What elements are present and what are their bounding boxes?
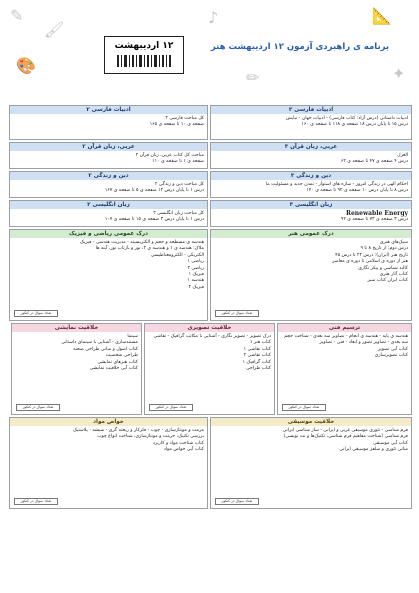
english2-card xyxy=(9,200,208,227)
visual-line-3: کتاب نقاشی ۱ xyxy=(243,346,271,352)
general-math-title: درک عمومی ریاضی و فیزیک xyxy=(10,230,207,238)
general-art-line-1: سبک‌های هنری xyxy=(379,240,408,245)
arabic3-card xyxy=(210,142,412,169)
dramatic-line-1: سینما xyxy=(127,334,138,339)
music-title: خلاقیت موسیقی xyxy=(211,418,411,426)
english3-line-2: درس ۳ صفحه ی ۷۳ تا صفحه ی ۹۲ xyxy=(340,217,408,223)
general-art-line-5: کالبد شناسی و پیکر نگاری xyxy=(358,265,408,271)
farsi3-card xyxy=(210,105,412,140)
english3-card xyxy=(210,200,412,227)
religion3-line-2: درس ۸ تا پایان درس ۱۰ صفحه ی ۹۲ تا صفحه ی ۱۴۰ xyxy=(306,188,408,194)
religion2-line-2: درس ۱ تا پایان درس ۱۲ صفحه ی ۵ تا صفحه ی ۱۶۷ xyxy=(104,188,204,194)
visual-line-4: کتاب نقاشی ۲ xyxy=(243,353,271,359)
farsi3-title: ادبیات فارسی ۳ xyxy=(211,106,411,114)
arabic3-line-2: درس ۴ صفحه ی ۴۷ تا صفحه ی ۶۲ xyxy=(340,159,408,165)
arabic2-line-1: مباحث کل کتاب عربی، زبان قرآن ۲ xyxy=(135,153,204,158)
general-art-line-6: کتاب آثار هنری xyxy=(379,272,408,278)
farsi3-line-2: درس ۱۵ تا پایان درس ۱۸ صفحه ی ۱۱۸ تا صفحه ی ۱۶۰ xyxy=(301,122,408,128)
dramatic-line-6: کتاب آبی خلاقیت نمایشی xyxy=(89,366,138,372)
general-math-line-1: هندسه ی مسطحه و حجم و الکتریسیته - مدیریت هندسی - فیزیک xyxy=(79,240,204,245)
general-art-line-3: تاریخ هنر (ایران): درس ۲۲ تا درس ۴۵ xyxy=(335,252,408,258)
religion3-line-1: احکام الهی در زندگی امروز - سازه های استوار - تمدن جدید و مسئولیت ما xyxy=(265,182,408,187)
schedule-grid xyxy=(6,104,413,510)
general-math-count: تعداد سوال در کنکور xyxy=(14,310,58,317)
dramatic-line-3: کتاب اصول و مبانی طراحی صحنه xyxy=(73,346,138,352)
english2-title: زبان انگلیسی ۲ xyxy=(10,201,207,209)
arabic2-card xyxy=(9,142,208,169)
general-math-card xyxy=(9,229,208,321)
religion2-line-1: کل مباحث دین و زندگی ۲ xyxy=(155,182,204,187)
general-art-title: درک عمومی هنر xyxy=(211,230,411,238)
dramatic-card xyxy=(11,323,142,415)
english2-line-1: کل مباحث زبان انگلیسی ۲ xyxy=(153,211,204,216)
pencil-icon: ✏ xyxy=(246,68,260,87)
general-math-line-5: ریاضی ۲ xyxy=(187,265,204,271)
arabic3-line-1: الغزل xyxy=(397,153,408,158)
general-math-line-7: هندسه ۱ xyxy=(187,278,204,284)
page-title: برنامه ی راهبردی آزمون ۱۲ اردیبهشت هنر xyxy=(210,42,390,52)
religion3-card xyxy=(210,171,412,198)
music-line-4: مبانی تئوری و سلفژ موسیقی ایرانی xyxy=(339,447,408,453)
drawing-count: تعداد سوال در کنکور xyxy=(282,404,326,411)
dramatic-line-4: طراحی شخصیت xyxy=(105,353,138,359)
general-art-count: تعداد سوال در کنکور xyxy=(215,310,259,317)
dramatic-title: خلاقیت نمایشی xyxy=(12,324,141,332)
music-count: تعداد سوال در کنکور xyxy=(215,498,259,505)
general-math-line-8: فیزیک ۲ xyxy=(188,284,204,290)
dramatic-count: تعداد سوال در کنکور xyxy=(16,404,60,411)
material-line-2: بررسی تکنیک، حرمت و مونتاژسازی، شناخت انواع چوب xyxy=(97,434,204,440)
general-math-line-3: الکتریکی - الکترومغناطیسی xyxy=(150,252,204,258)
dramatic-line-2: مستندسازی - آشنایی با سینمای داستانی xyxy=(61,340,138,346)
visual-line-5: کتاب گرافیک ۱ xyxy=(242,359,271,365)
general-art-line-7: کتاب ایران کتاب سبز xyxy=(367,278,408,284)
barcode-icon xyxy=(117,55,171,67)
general-art-line-2: درس دوم: از تاریخ ۸ تا ۹ xyxy=(360,246,408,252)
farsi2-line-1: کل مباحث فارسی ۲ xyxy=(165,116,204,121)
general-art-line-4: هنر از دوره ی اسلامی تا دوره ی معاصر xyxy=(332,259,408,265)
farsi2-card xyxy=(9,105,208,140)
general-art-card xyxy=(210,229,412,321)
music-line-1: فرم شناسی - تئوری موسیقی غربی و ایرانی - ساز شناسی ایرانی xyxy=(282,428,408,433)
music-line-3: کتاب آبی موسیقی xyxy=(373,440,408,446)
english3-title: زبان انگلیسی ۳ xyxy=(211,201,411,209)
farsi2-title: ادبیات فارسی ۲ xyxy=(10,106,207,114)
visual-card xyxy=(144,323,275,415)
date-box xyxy=(104,36,184,74)
dramatic-line-5: کتاب هنرهای نمایشی xyxy=(97,359,138,365)
music-card xyxy=(210,417,412,509)
general-math-line-2: ملاک: هندسه ی ۱ و هندسه ی ۲، نور و بازتاب نور، آینه ها xyxy=(95,246,204,252)
star-icon: ✦ xyxy=(392,64,406,83)
religion3-title: دین و زندگی ۳ xyxy=(211,172,411,180)
visual-count: تعداد سوال در کنکور xyxy=(149,404,193,411)
material-line-3: کتاب شناخت مواد و کاربرد xyxy=(152,440,204,446)
general-math-line-6: فیزیک ۱ xyxy=(188,272,204,278)
material-card xyxy=(9,417,208,509)
material-count: تعداد سوال در کنکور xyxy=(14,498,58,505)
visual-title: خلاقیت تصویری xyxy=(145,324,274,332)
religion2-card xyxy=(9,171,208,198)
drawing-line-4: کتاب تصویرسازی xyxy=(374,353,408,359)
music-line-2: فرم شناسی (شناخت مفاهیم فرم شناسی، تکنیک‌ها و نت نویسی) xyxy=(283,434,408,440)
arabic3-title: عربی، زبان قرآن ۳ xyxy=(211,143,411,151)
exam-date: ۱۲ اردیبهشت xyxy=(114,41,174,51)
english3-line-1: Renewable Energy xyxy=(345,210,408,217)
sketch-icon: ✎ xyxy=(10,6,24,25)
farsi3-line-1: ادبیات داستانی (درس آزاد: کتاب فارسی) - ادبیات جهان - نیایش xyxy=(286,116,408,121)
drawing-line-3: کتاب آبی تصویر xyxy=(377,346,408,352)
religion2-title: دین و زندگی ۲ xyxy=(10,172,207,180)
visual-line-1: درک تصویر - تصویر نگاری - آشنایی با مکاتب گرافیک - نقاشی xyxy=(153,334,271,339)
visual-line-2: کتاب هنر ۱ xyxy=(249,340,271,346)
drawing-line-1: هندسه ی پایه - هندسه ی انجام - تصاویر سه بعدی - شناخت حجم xyxy=(284,334,408,339)
palette-icon: 🎨 xyxy=(16,56,36,75)
visual-line-6: کتاب طراحی xyxy=(246,366,271,372)
material-line-1: مرمت و مونتاژ‌سازی - چوب - فلزکار و ریخته گری - شیشه - پلاستیک xyxy=(73,428,204,433)
ruler-icon: 📐 xyxy=(372,6,392,25)
drawing-card xyxy=(277,323,412,415)
english2-line-2: درس ۱ تا پایان درس ۳ صفحه ی ۱۵ تا صفحه ی ۱۰۷ xyxy=(104,217,204,223)
general-math-line-4: ریاضی ۱ xyxy=(187,259,204,265)
drawing-title: ترسیم فنی xyxy=(278,324,411,332)
material-line-4: کتاب آبی خواص مواد xyxy=(163,447,204,453)
farsi2-line-2: صفحه ی ۱۰ تا صفحه ی ۱۶۵ xyxy=(149,122,204,128)
arabic2-title: عربی، زبان قرآن ۲ xyxy=(10,143,207,151)
brush-icon: 🖌 xyxy=(44,20,65,39)
material-title: خواص مواد xyxy=(10,418,207,426)
arabic2-line-2: صفحه ی ۱ تا صفحه ی ۱۱۰ xyxy=(152,159,204,165)
music-note-icon: ♪ xyxy=(208,8,219,27)
drawing-line-2: سه بعدی - تصاویر تصور و ابعاد - فنی - تصاویر xyxy=(319,340,408,346)
